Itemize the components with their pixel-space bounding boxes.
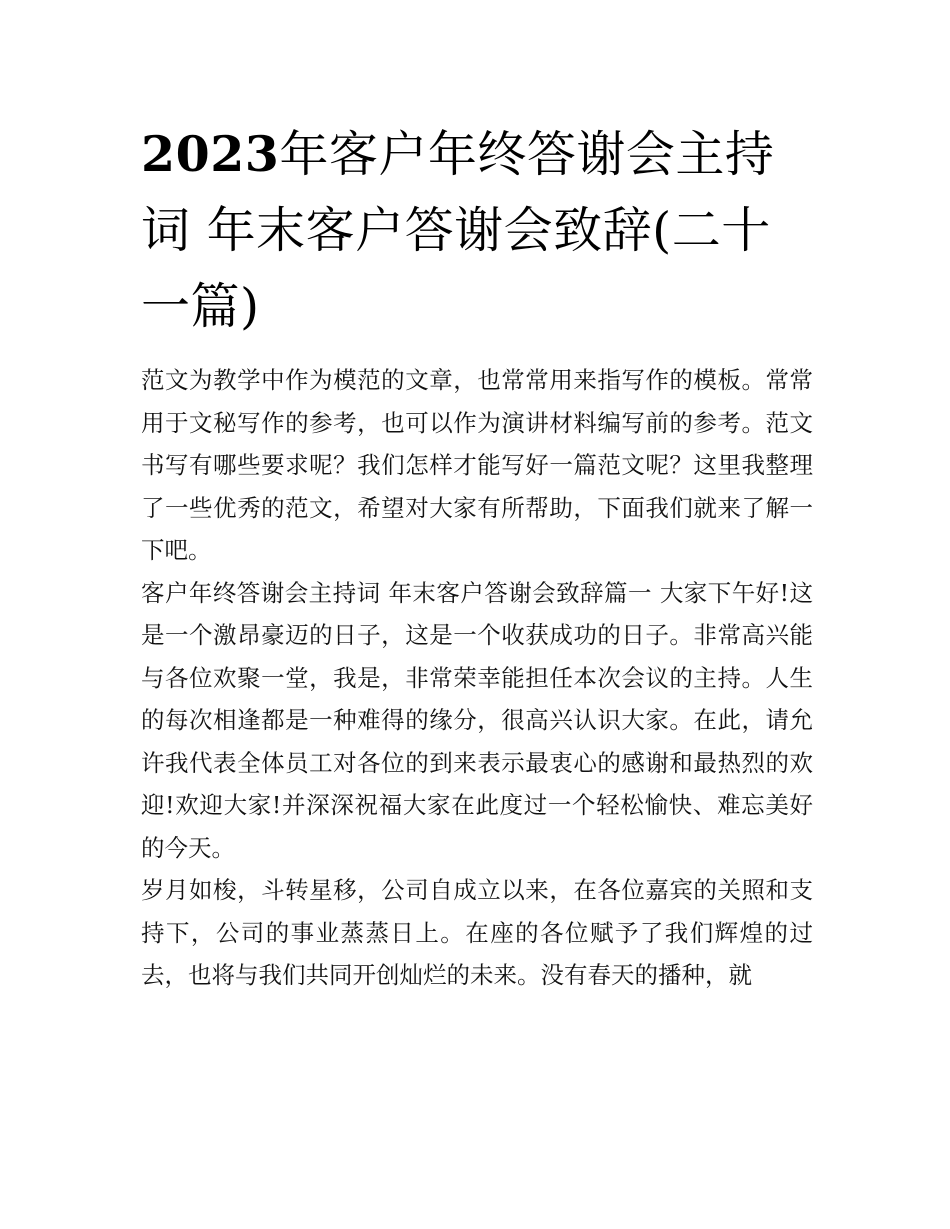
title-text: 年客户年终答谢会主持词 年末客户答谢会致辞(二十一篇) — [141, 126, 775, 335]
document-title — [141, 116, 813, 345]
title-year: 2023 — [141, 125, 280, 183]
body-paragraph-2: 岁月如梭，斗转星移，公司自成立以来，在各位嘉宾的关照和支持下，公司的事业蒸蒸日上。在座的各位赋予了我们辉煌的过去，也将与我们共同开创灿烂的未来。没有春天的播种，就 — [141, 876, 813, 989]
intro-paragraph: 范文为教学中作为模范的文章，也常常用来指写作的模板。常常用于文秘写作的参考，也可以作为演讲材料编写前的参考。范文书写有哪些要求呢？我们怎样才能写好一篇范文呢？这里我整理了一些优秀的范文，希望对大家有所帮助，下面我们就来了解一下吧。 — [141, 366, 813, 564]
body-paragraph-1: 客户年终答谢会主持词 年末客户答谢会致辞篇一 大家下午好!这是一个激昂豪迈的日子，这是一个收获成功的日子。非常高兴能与各位欢聚一堂，我是，非常荣幸能担任本次会议的主持。人生的每次相逢都是一种难得的缘分，很高兴认识大家。在此，请允许我代表全体员工对各位的到来表示最衷心的感谢和最热烈的欢迎!欢迎大家!并深深祝福大家在此度过一个轻松愉快、难忘美好的今天。 — [141, 578, 813, 862]
document-body — [141, 116, 813, 997]
